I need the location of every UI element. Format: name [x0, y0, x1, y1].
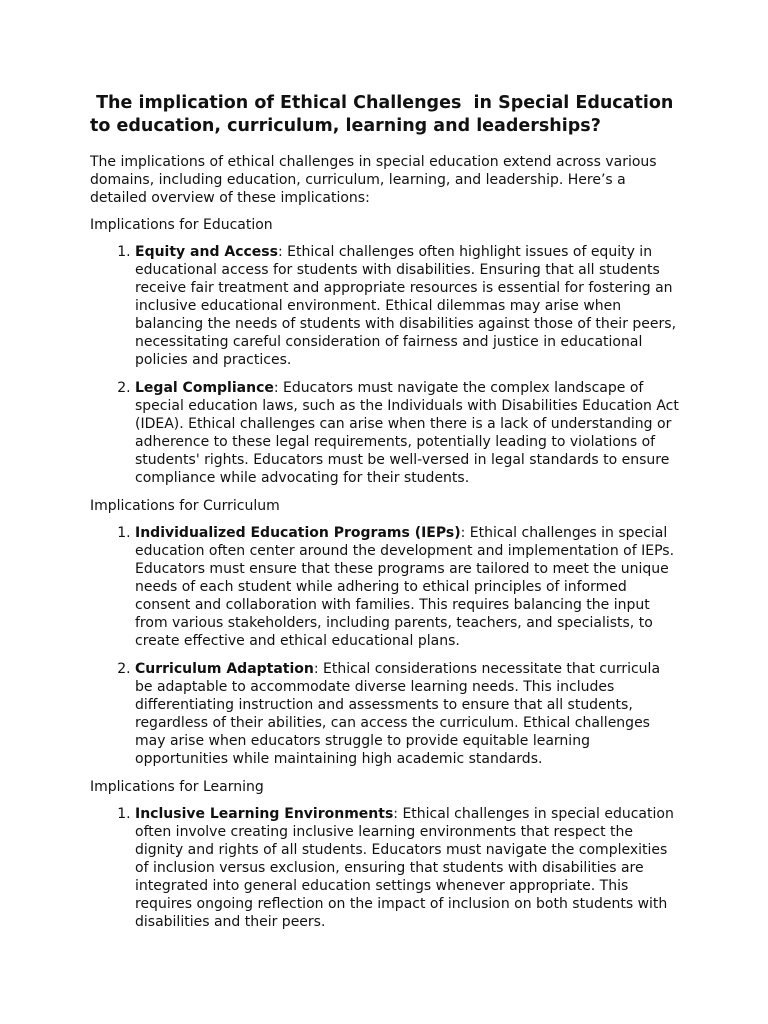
list-item [135, 660, 680, 768]
list-item-text: : Ethical challenges often highlight issues of equity in educational access for students with disabilities. Ensuring that all students receive fair treatment and appropriate resources is essential for fostering an inclusive educational environment. Ethical dilemmas may arise when balancing the needs of students with disabilities against those of their peers, necessitating careful consideration of fairness and justice in educational policies and practices. [135, 244, 677, 368]
list-item-text: : Educators must navigate the complex landscape of special education laws, such as the Individuals with Disabilities Education Act (IDEA). Ethical challenges can arise when there is a lack of understanding or adherence to these legal requirements, potentially leading to violations of students' rights. Educators must be well-versed in legal standards to ensure compliance while advocating for their students. [135, 380, 679, 486]
list-item-text: : Ethical challenges in special education often center around the development and implementation of IEPs. Educators must ensure that these programs are tailored to meet the unique needs of each student while adhering to ethical principles of informed consent and collaboration with families. This requires balancing the input from various stakeholders, including parents, teachers, and specialists, to create effective and ethical educational plans. [135, 525, 675, 649]
list-item-term: Equity and Access [135, 244, 278, 260]
list-item [135, 805, 680, 931]
section-heading-learning: Implications for Learning [90, 779, 264, 795]
document-title: The implication of Ethical Challenges in Special Education to education, curriculum, learning and leaderships? [90, 93, 680, 136]
learning-list [90, 805, 680, 931]
list-item-text: : Ethical challenges in special education often involve creating inclusive learning environments that respect the dignity and rights of all students. Educators must navigate the complexities of inclusion versus exclusion, ensuring that students with disabilities are integrated into general education settings whenever appropriate. This requires ongoing reflection on the impact of inclusion on both students with disabilities and their peers. [135, 806, 674, 930]
list-item-term: Inclusive Learning Environments [135, 806, 394, 822]
list-item-term: Legal Compliance [135, 380, 274, 396]
list-item-text: : Ethical considerations necessitate that curricula be adaptable to accommodate diverse learning needs. This includes differentiating instruction and assessments to ensure that all students, regardless of their abilities, can access the curriculum. Ethical challenges may arise when educators struggle to provide equitable learning opportunities while maintaining high academic standards. [135, 661, 661, 767]
list-item [135, 379, 680, 487]
intro-paragraph: The implications of ethical challenges in special education extend across various domains, including education, curriculum, learning, and leadership. Here’s a detailed overview of these implications: [90, 154, 657, 206]
section-heading-curriculum: Implications for Curriculum [90, 498, 280, 514]
list-item-term: Curriculum Adaptation [135, 661, 314, 677]
list-item [135, 524, 680, 650]
curriculum-list [90, 524, 680, 768]
section-heading-education: Implications for Education [90, 217, 273, 233]
list-item [135, 243, 680, 369]
list-item-term: Individualized Education Programs (IEPs) [135, 525, 461, 541]
education-list [90, 243, 680, 487]
